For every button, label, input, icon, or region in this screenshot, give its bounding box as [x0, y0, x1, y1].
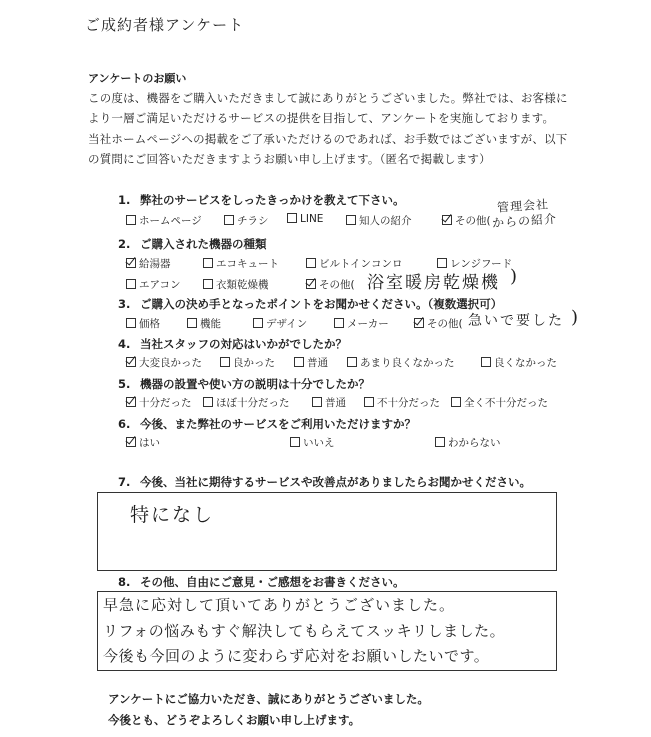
- closing-paren: ): [571, 307, 581, 328]
- question-8: [118, 574, 405, 590]
- question-number: 8.: [118, 575, 131, 589]
- checkbox[interactable]: [126, 318, 136, 328]
- question-5: [118, 376, 370, 392]
- question-text: 当社スタッフの対応はいかがでしたか？: [140, 337, 347, 351]
- question-text: ご購入された機器の種類: [140, 237, 267, 251]
- handwritten-answer-8a: 早急に応対して頂いてありがとうございました。: [103, 596, 456, 614]
- option-label: 十分だった: [139, 397, 192, 409]
- option-label: 不十分だった: [377, 397, 440, 409]
- checkbox[interactable]: [347, 357, 357, 367]
- option-label: デザイン: [266, 318, 308, 330]
- option-1-5[interactable]: [442, 213, 491, 228]
- checkbox[interactable]: [187, 318, 197, 328]
- option-label: その他(: [319, 279, 355, 291]
- option-1-1[interactable]: [126, 213, 202, 228]
- option-label: ホームページ: [139, 215, 202, 227]
- option-4-3[interactable]: [294, 355, 328, 370]
- option-2-5[interactable]: [126, 277, 180, 292]
- option-label: 衣類乾燥機: [216, 279, 269, 291]
- checkbox[interactable]: [203, 258, 213, 268]
- option-label: 普通: [307, 357, 328, 369]
- option-3-3[interactable]: [253, 316, 307, 331]
- option-label: 機能: [200, 318, 221, 330]
- question-2: [118, 236, 267, 252]
- option-label: あまり良くなかった: [360, 357, 455, 369]
- option-4-5[interactable]: [481, 355, 557, 370]
- checkbox-checked[interactable]: [442, 215, 452, 225]
- question-text: 弊社のサービスをしったきっかけを教えて下さい。: [140, 193, 405, 207]
- closing-paren: ): [510, 266, 520, 287]
- option-label: チラシ: [237, 215, 269, 227]
- checkbox[interactable]: [203, 397, 213, 407]
- handwritten-answer-8c: 今後も今回のように変わらず応対をお願いしたいです。: [103, 647, 490, 665]
- option-label: 大変良かった: [139, 357, 202, 369]
- form-title: ご成約者様アンケート: [85, 16, 245, 34]
- option-1-2[interactable]: [224, 213, 269, 228]
- checkbox-checked[interactable]: [126, 397, 136, 407]
- checkbox-checked[interactable]: [126, 258, 136, 268]
- handwritten-answer-7: 特になし: [130, 504, 215, 526]
- checkbox[interactable]: [437, 258, 447, 268]
- checkbox[interactable]: [346, 215, 356, 225]
- question-number: 2.: [118, 237, 131, 251]
- option-label: エコキュート: [216, 258, 279, 270]
- checkbox-checked[interactable]: [414, 318, 424, 328]
- option-5-3[interactable]: [312, 395, 346, 410]
- checkbox[interactable]: [290, 437, 300, 447]
- question-text: 今後、また弊社のサービスをご利用いただけますか？: [140, 417, 416, 431]
- checkbox[interactable]: [312, 397, 322, 407]
- option-5-4[interactable]: [364, 395, 440, 410]
- question-number: 1.: [118, 193, 131, 207]
- checkbox[interactable]: [435, 437, 445, 447]
- checkbox-checked[interactable]: [126, 437, 136, 447]
- option-2-2[interactable]: [203, 256, 279, 271]
- handwritten-answer-3: 急いで要した: [468, 313, 564, 329]
- option-label: メーカー: [347, 318, 389, 330]
- option-label: エアコン: [139, 279, 181, 291]
- option-3-1[interactable]: [126, 316, 160, 331]
- question-number: 7.: [118, 475, 131, 489]
- question-number: 5.: [118, 377, 131, 391]
- request-line: 当社ホームページへの掲載をご了承いただけるのであれば、お手数ではございますが、以下: [88, 132, 568, 146]
- option-label: LINE: [300, 213, 324, 225]
- question-4: [118, 336, 347, 352]
- option-label: 普通: [325, 397, 346, 409]
- question-number: 6.: [118, 417, 131, 431]
- checkbox-checked[interactable]: [306, 279, 316, 289]
- handwritten-answer-8b: リフォの悩みもすぐ解決してもらえてスッキリしました。: [103, 622, 506, 640]
- request-line: の質問にご回答いただきますようお願い申し上げます。（匿名で掲載します）: [88, 152, 491, 166]
- option-label: レンジフード: [450, 258, 513, 270]
- question-1: [118, 192, 405, 208]
- checkbox[interactable]: [126, 279, 136, 289]
- option-3-2[interactable]: [187, 316, 221, 331]
- checkbox[interactable]: [306, 258, 316, 268]
- option-2-1[interactable]: [126, 256, 171, 271]
- question-text: 機器の設置や使い方の説明は十分でしたか？: [140, 377, 370, 391]
- checkbox[interactable]: [287, 213, 297, 223]
- option-5-1[interactable]: [126, 395, 192, 410]
- option-label: 知人の紹介: [359, 215, 412, 227]
- footer-regards: 今後とも、どうぞよろしくお願い申し上げます。: [108, 713, 361, 727]
- request-line: この度は、機器をご購入いただきまして誠にありがとうございました。弊社では、お客様に: [88, 91, 568, 105]
- checkbox[interactable]: [220, 357, 230, 367]
- option-label: ビルトインコンロ: [319, 258, 403, 270]
- option-label: その他(: [455, 215, 491, 227]
- checkbox[interactable]: [224, 215, 234, 225]
- question-text: ご購入の決め手となったポイントをお聞かせください。（複数選択可）: [140, 297, 503, 311]
- option-3-4[interactable]: [334, 316, 389, 331]
- option-5-5[interactable]: [451, 395, 548, 410]
- checkbox[interactable]: [203, 279, 213, 289]
- option-1-4[interactable]: [346, 213, 412, 228]
- option-6-2[interactable]: [290, 435, 335, 450]
- checkbox-checked[interactable]: [126, 357, 136, 367]
- option-1-3[interactable]: [287, 213, 323, 225]
- option-label: 良くなかった: [494, 357, 557, 369]
- option-label: 給湯器: [139, 258, 171, 270]
- option-3-5[interactable]: [414, 316, 463, 331]
- handwritten-answer-2: 浴室暖房乾燥機: [367, 273, 500, 293]
- option-label: いいえ: [303, 437, 335, 449]
- checkbox[interactable]: [451, 397, 461, 407]
- checkbox[interactable]: [126, 215, 136, 225]
- request-heading: アンケートのお願い: [88, 72, 187, 85]
- handwritten-answer-1a: 管理会社: [496, 197, 550, 215]
- option-5-2[interactable]: [203, 395, 290, 410]
- checkbox[interactable]: [253, 318, 263, 328]
- question-3: [118, 296, 502, 312]
- handwritten-answer-1b: からの紹介: [491, 211, 558, 231]
- option-4-4[interactable]: [347, 355, 455, 370]
- option-label: ほぼ十分だった: [216, 397, 290, 409]
- checkbox[interactable]: [364, 397, 374, 407]
- option-6-1[interactable]: [126, 435, 160, 450]
- request-line: より一層ご満足いただけるサービスの提供を目指して、アンケートを実施しております。: [88, 111, 555, 125]
- checkbox[interactable]: [481, 357, 491, 367]
- option-label: はい: [139, 437, 160, 449]
- option-label: 価格: [139, 318, 160, 330]
- checkbox[interactable]: [334, 318, 344, 328]
- option-4-2[interactable]: [220, 355, 275, 370]
- option-label: その他(: [427, 318, 463, 330]
- option-4-1[interactable]: [126, 355, 202, 370]
- question-number: 4.: [118, 337, 131, 351]
- checkbox[interactable]: [294, 357, 304, 367]
- question-text: 今後、当社に期待するサービスや改善点がありましたらお聞かせください。: [140, 475, 531, 489]
- footer-thanks: アンケートにご協力いただき、誠にありがとうございました。: [108, 692, 429, 706]
- option-label: 全く不十分だった: [464, 397, 548, 409]
- question-7: [118, 474, 531, 490]
- question-number: 3.: [118, 297, 131, 311]
- question-text: その他、自由にご意見・ご感想をお書きください。: [140, 575, 405, 589]
- question-6: [118, 416, 416, 432]
- option-label: わからない: [448, 437, 501, 449]
- option-2-7[interactable]: [306, 277, 355, 292]
- option-label: 良かった: [233, 357, 275, 369]
- option-2-6[interactable]: [203, 277, 269, 292]
- option-6-3[interactable]: [435, 435, 501, 450]
